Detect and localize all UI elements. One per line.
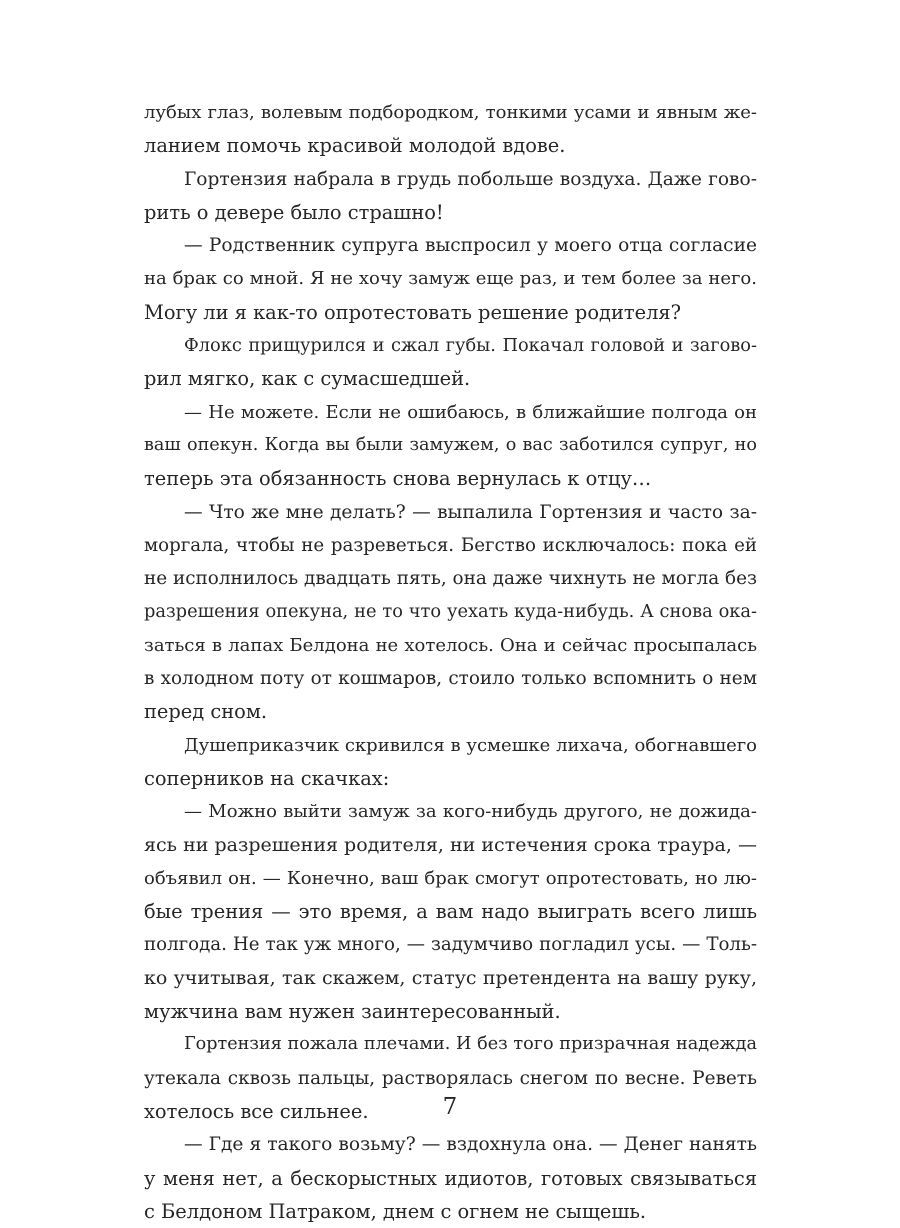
text-line: Могу ли я как-то опротестовать решение родителя? xyxy=(144,300,682,324)
text-line: заться в лапах Белдона не хотелось. Она и сейчас просыпалась xyxy=(144,634,757,656)
text-line: разрешения опекуна, не то что уехать куда-нибудь. А снова ока- xyxy=(144,601,757,623)
text-line: объявил он. — Конечно, ваш брак смогут опротестовать, но лю- xyxy=(144,867,757,889)
text-line: полгода. Не так уж много, — задумчиво погладил усы. — Толь- xyxy=(144,934,757,956)
text-line: с Белдоном Патраком, днем с огнем не сыщешь. xyxy=(144,1199,647,1223)
text-line: моргала, чтобы не разреветься. Бегство исключалось: пока ей xyxy=(144,534,757,556)
page-number: 7 xyxy=(442,1094,458,1120)
text-line: ко учитывая, так скажем, статус претендента на вашу руку, xyxy=(144,966,757,989)
text-line: рить о девере было страшно! xyxy=(144,200,444,224)
text-line: теперь эта обязанность снова вернулась к отцу… xyxy=(144,467,652,491)
text-line: Гортензия пожала плечами. И без того призрачная надежда xyxy=(184,1034,757,1055)
text-line: хотелось все сильнее. xyxy=(144,1099,369,1123)
text-line: рил мягко, как с сумасшедшей. xyxy=(144,367,471,391)
text-line: — Где я такого возьму? — вздохнула она. — Денег нанять xyxy=(184,1134,757,1156)
text-line: на брак со мной. Я не хочу замуж еще раз, и тем более за него. xyxy=(144,268,757,290)
text-line: ваш опекун. Когда вы были замужем, о вас заботился супруг, но xyxy=(144,434,757,455)
text-line: мужчина вам нужен заинтересованный. xyxy=(144,1000,561,1024)
body-text xyxy=(144,96,757,1228)
text-line: у меня нет, а бескорыстных идиотов, готовых связываться xyxy=(144,1166,757,1190)
text-line: ясь ни разрешения родителя, ни истечения срока траура, — xyxy=(144,833,757,856)
text-line: — Можно выйти замуж за кого-нибудь другого, не дожида- xyxy=(184,801,757,823)
text-line: лубых глаз, волевым подбородком, тонкими усами и явным же- xyxy=(144,102,757,123)
text-line: Душеприказчик скривился в усмешке лихача, обогнавшего xyxy=(184,734,757,756)
text-line: — Что же мне делать? — выпалила Гортензия и часто за- xyxy=(184,501,757,523)
text-line: перед сном. xyxy=(144,700,268,724)
text-line: бые трения — это время, а вам надо выиграть всего лишь xyxy=(144,900,757,924)
text-line: Флокс прищурился и сжал губы. Покачал головой и загово- xyxy=(184,335,757,357)
text-line: ланием помочь красивой молодой вдове. xyxy=(144,134,566,158)
text-line: — Родственник супруга выспросил у моего отца согласие xyxy=(184,235,757,257)
text-line: утекала сквозь пальцы, растворялась снегом по весне. Реветь xyxy=(144,1067,757,1089)
text-line: в холодном поту от кошмаров, стоило только вспомнить о нем xyxy=(144,668,757,690)
text-line: — Не можете. Если не ошибаюсь, в ближайшие полгода он xyxy=(184,401,757,423)
text-line: соперников на скачках: xyxy=(144,766,390,790)
text-line: Гортензия набрала в грудь побольше воздуха. Даже гово- xyxy=(184,168,757,190)
text-line: не исполнилось двадцать пять, она даже чихнуть не могла без xyxy=(144,568,757,590)
